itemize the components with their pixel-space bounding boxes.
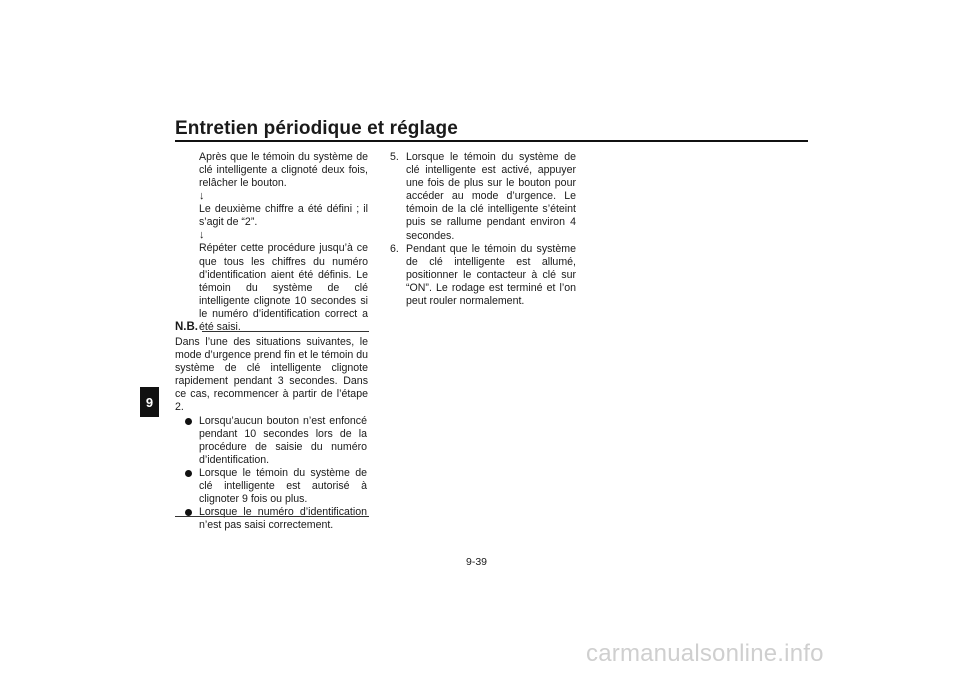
chapter-tab: 9 (140, 387, 159, 417)
note-bullet-list (175, 415, 368, 533)
list-item (390, 151, 576, 243)
bullet-text: Lorsque le numéro d’identification n’est pas saisi correctement. (199, 506, 367, 532)
list-item (390, 243, 576, 308)
step-number: 6. (390, 242, 399, 255)
note-body (175, 336, 368, 532)
step-text: Lorsque le témoin du système de clé intelligente est activé, appuyer une fois de plus sur le bouton pour accéder au mode d’urgence. Le témoin de la clé intelligente s’éteint puis se rallume pendant environ 4 secondes. (406, 151, 576, 242)
step-text: Pendant que le témoin du système de clé intelligente est allumé, positionner le contacteur à clé sur “ON”. Le rodage est terminé et l’on peut rouler normalement. (406, 242, 576, 308)
note-end-rule (175, 516, 369, 517)
paragraph-release-button: Après que le témoin du système de clé intelligente a clignoté deux fois, relâcher le bouton. (199, 151, 368, 190)
procedure-continuation (199, 151, 368, 334)
bullet-icon (185, 418, 192, 425)
note-intro: Dans l’une des situations suivantes, le mode d’urgence prend fin et le témoin du système de clé intelligente clignote rapidement pendant 3 secondes. Dans ce cas, recommencer à partir de l’étape 2. (175, 336, 368, 414)
title-divider (175, 140, 808, 142)
procedure-steps (390, 151, 576, 308)
step-number: 5. (390, 151, 399, 163)
bullet-text: Lorsqu’aucun bouton n’est enfoncé pendant 10 secondes lors de la procédure de saisie du numéro d’identification. (199, 414, 367, 466)
arrow-down-icon: ↓ (199, 229, 205, 242)
paragraph-repeat-procedure: Répéter cette procédure jusqu’à ce que tous les chiffres du numéro d’identification aient été définis. Le témoin du système de clé intelligente clignote 10 secondes si le numéro d’identification correct a été saisi. (199, 242, 368, 334)
note-header-rule (202, 331, 369, 332)
bullet-text: Lorsque le témoin du système de clé intelligente est autorisé à clignoter 9 fois ou plus. (199, 466, 367, 506)
watermark: carmanualsonline.info (586, 640, 824, 667)
paragraph-second-digit: Le deuxième chiffre a été défini ; il s’agit de “2”. (199, 203, 368, 229)
step-list (390, 151, 576, 308)
bullet-icon (185, 470, 192, 477)
page-number: 9-39 (466, 556, 488, 568)
list-item (175, 467, 368, 506)
list-item (175, 506, 368, 532)
arrow-down-icon: ↓ (199, 190, 205, 203)
note-label: N.B. (175, 321, 198, 333)
page-title: Entretien périodique et réglage (175, 118, 458, 139)
note-header (175, 320, 369, 334)
list-item (175, 415, 368, 467)
